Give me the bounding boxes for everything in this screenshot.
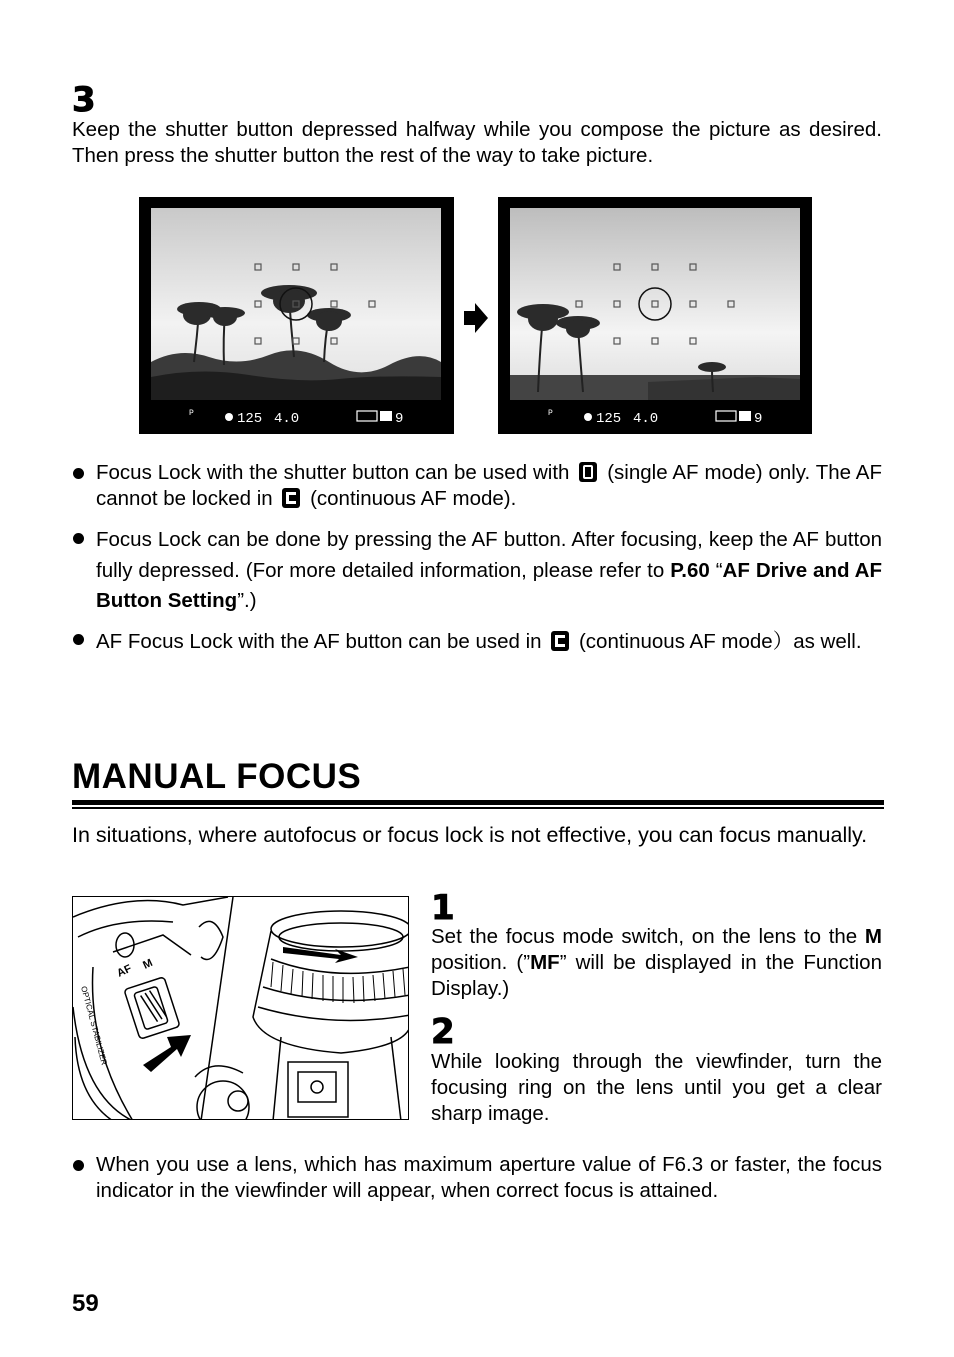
vf-right-mode: P bbox=[548, 409, 553, 418]
focus-ring-rotation-arrow-icon bbox=[283, 947, 358, 963]
lens-switch-m-label: M bbox=[141, 956, 155, 972]
lens-switch-af-label: AF bbox=[115, 962, 134, 980]
vf-left-mode: P bbox=[189, 409, 194, 418]
step1-text-c: ” will be displayed in the Function Display.) bbox=[431, 951, 882, 1000]
continuous-af-mode-icon bbox=[551, 631, 569, 651]
step1-bold-mf: MF bbox=[530, 951, 560, 974]
viewfinder-before bbox=[139, 197, 454, 434]
bullet2-ref-title: AF Drive and AF Button Setting bbox=[96, 558, 882, 612]
vf-left-shutter: 125 bbox=[237, 411, 263, 427]
viewfinder-after bbox=[498, 197, 812, 434]
manual-focus-intro: In situations, where autofocus or focus lock is not effective, you can focus manually. bbox=[72, 823, 868, 847]
step-number-3: 3 bbox=[72, 80, 96, 120]
vf-right-aperture: 4.0 bbox=[633, 411, 659, 427]
bullet3-part1: AF Focus Lock with the AF button can be used in bbox=[96, 630, 542, 653]
vf-left-counter: 9 bbox=[395, 411, 404, 427]
title-rule-thin bbox=[72, 807, 884, 809]
bullet-af-focus-lock-continuous bbox=[73, 626, 882, 686]
step1-text bbox=[431, 924, 882, 1002]
step1-bold-m: M bbox=[864, 925, 882, 948]
lens-illustration bbox=[72, 896, 409, 1120]
title-rule-thick bbox=[72, 800, 884, 805]
bullet3-part2: (continuous AF mode）as well. bbox=[578, 630, 862, 653]
vf-right-shutter: 125 bbox=[596, 411, 622, 427]
bullet-dot bbox=[73, 533, 84, 544]
single-af-mode-icon bbox=[579, 462, 597, 482]
step-number-1: 1 bbox=[431, 888, 455, 928]
bullet-focus-lock-shutter bbox=[73, 460, 882, 512]
bullet-dot bbox=[73, 468, 84, 479]
arrow-right-icon bbox=[463, 302, 489, 334]
bullet1-part3: (continuous AF mode). bbox=[310, 487, 517, 510]
section-title: MANUAL FOCUS bbox=[72, 757, 362, 796]
bullet1-part2: (single AF mode) only. The AF cannot be locked in bbox=[96, 461, 882, 510]
vf-left-aperture: 4.0 bbox=[274, 411, 300, 427]
bullet-dot bbox=[73, 634, 84, 645]
step1-text-b: position. (” bbox=[431, 951, 531, 974]
bullet1-part1: Focus Lock with the shutter button can be used with bbox=[96, 461, 570, 484]
bullet2-quote-close: ”.) bbox=[237, 589, 257, 612]
step-number-2: 2 bbox=[431, 1012, 455, 1052]
continuous-af-mode-icon bbox=[282, 488, 300, 508]
switch-pointer-arrow-icon bbox=[143, 1035, 191, 1072]
bullet-dot bbox=[73, 1160, 84, 1171]
step3-text: Keep the shutter button depressed halfway while you compose the picture as desired. Then press the shutter button the rest of the way to take picture. bbox=[72, 118, 882, 167]
bullet-focus-indicator-note bbox=[73, 1152, 882, 1206]
bullet2-quote-open: “ bbox=[709, 558, 723, 582]
lens-engraving: OPTICAL STABILIZER bbox=[79, 985, 109, 1067]
page-number: 59 bbox=[72, 1290, 99, 1317]
bullet2-part1: Focus Lock can be done by pressing the AF button. After focusing, keep the AF button fully depressed. (For more detailed information, please refer to bbox=[96, 528, 882, 582]
step1-text-a: Set the focus mode switch, on the lens to the bbox=[431, 925, 865, 948]
bullet-focus-lock-af-button bbox=[73, 525, 882, 615]
step2-text: While looking through the viewfinder, turn the focusing ring on the lens until you get a clear sharp image. bbox=[431, 1050, 882, 1125]
bullet2-page-ref: P.60 bbox=[670, 558, 710, 582]
vf-right-counter: 9 bbox=[754, 411, 763, 427]
note-text: When you use a lens, which has maximum aperture value of F6.3 or faster, the focus indicator in the viewfinder will appear, when correct focus is attained. bbox=[96, 1153, 882, 1202]
